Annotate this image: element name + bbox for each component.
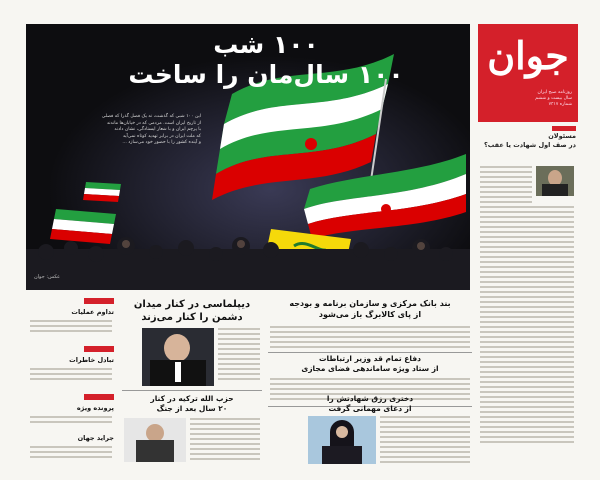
- text-block: [480, 206, 574, 446]
- masthead: [478, 24, 578, 122]
- section-tag: [84, 346, 114, 352]
- title-line: ۲۰ سال بعد از جنگ: [156, 404, 228, 413]
- section-tag: [552, 126, 576, 131]
- story-b-title: [268, 298, 472, 320]
- newspaper-logo: جوان: [487, 33, 569, 78]
- section-tag: [84, 298, 114, 304]
- story-a-photo: [142, 328, 214, 386]
- story-b-subtitle-2: [268, 394, 472, 414]
- masthead-meta: [484, 90, 572, 108]
- meta-line: شماره ۷۳۱۷: [548, 102, 572, 107]
- title-line: حزب‌ الله ترکیه در کنار: [150, 394, 234, 403]
- brief-title: جراید جهان: [77, 434, 114, 442]
- title-line: مسئولان: [548, 132, 576, 140]
- story-a-photo-2: [124, 418, 186, 462]
- hero-photo: [26, 24, 470, 290]
- columnist-photo: [536, 166, 574, 196]
- right-column: [478, 126, 578, 466]
- brief-title: تبادل خاطرات: [69, 356, 114, 364]
- left-column: [26, 296, 116, 468]
- right-column-title: [478, 132, 576, 150]
- text-block: [380, 416, 470, 466]
- title-line: دیپلماسی در کنار میدان: [133, 299, 251, 310]
- section-tag: [84, 394, 114, 400]
- title-line: از دعای مهمانی گرفت: [328, 404, 412, 413]
- title-line: دختری رزق شهادتش را: [326, 394, 414, 403]
- title-line: دفاع تمام قد وزیر ارتباطات: [318, 354, 421, 363]
- divider: [268, 352, 472, 353]
- title-line: از پای کالابرگ باز می‌شود: [318, 310, 422, 319]
- story-a-subtitle: [122, 394, 262, 414]
- main-headline: [86, 30, 446, 90]
- lead-paragraph: [66, 114, 201, 147]
- story-a-title: [122, 298, 262, 324]
- meta-line: روزنامه صبح ایران: [537, 90, 572, 95]
- text-block: [30, 368, 112, 383]
- story-b-photo: [308, 416, 376, 464]
- text-block: [30, 320, 112, 335]
- lead-line: از تاریخ ایران است. مردمی که در خیابان‌ها ماندند: [106, 120, 201, 126]
- meta-line: سال بیست و ششم: [535, 96, 572, 101]
- lead-line: که ملت ایران در برابر تهدید کوتاه نمی‌آید: [122, 133, 201, 139]
- text-block: [30, 446, 112, 461]
- brief-title: پرونده ویژه: [76, 404, 114, 412]
- divider: [122, 390, 262, 391]
- text-block: [218, 328, 260, 383]
- title-line: بند بانک مرکزی و سازمان برنامه و بودجه: [289, 299, 451, 308]
- title-line: از ستاد ویژه ساماندهی فضای مجازی: [301, 364, 439, 373]
- photo-caption: عکس: جوان: [34, 274, 61, 280]
- headline-line-1: ۱۰۰ شب: [213, 30, 319, 59]
- story-a: [122, 296, 262, 468]
- lead-line: و آینده کشور را با حضور خود می‌سازد ...: [122, 140, 201, 145]
- text-block: [480, 166, 532, 206]
- brief-title: تداوم عملیات: [71, 308, 114, 316]
- lead-line: با پرچم ایران و با شعار ایستادگی، نشان دادند: [114, 127, 201, 132]
- lead-line: این ۱۰۰ شبی که گذشت، نه یک فصل گذرا که فصلی: [101, 114, 201, 119]
- text-block: [270, 326, 470, 351]
- title-line: در صف اول شهادت یا عقب؟: [484, 141, 576, 149]
- text-block: [190, 418, 260, 463]
- text-block: [30, 416, 112, 426]
- suit-shape: [542, 184, 568, 196]
- story-b-subtitle-1: [268, 354, 472, 374]
- story-b: [268, 296, 472, 468]
- title-line: دشمن را کنار می‌زند: [141, 312, 243, 323]
- headline-line-2: ۱۰۰ سال‌مان را ساخت: [128, 60, 404, 89]
